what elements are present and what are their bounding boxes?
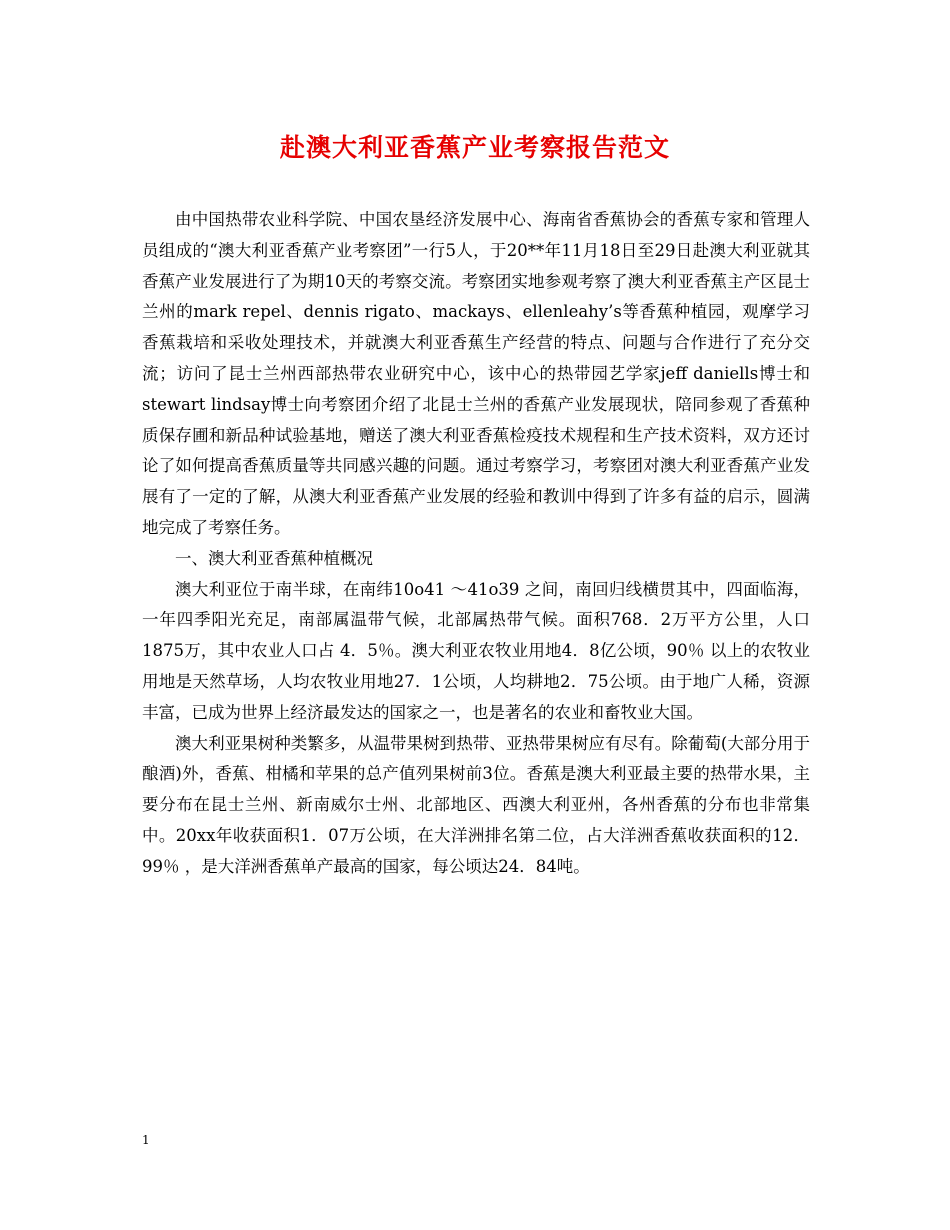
document-body — [142, 205, 810, 883]
section-heading: 一、澳大利亚香蕉种植概况 — [175, 548, 373, 568]
document-title: 赴澳大利亚香蕉产业考察报告范文 — [279, 133, 670, 162]
paragraph-geography: 澳大利亚位于南半球，在南纬10o41 ～41o39 之间，南回归线横贯其中，四面临海，一年四季阳光充足，南部属温带气候，北部属热带气候。面积768．2万平方公里，人口1875万，其中农业人口占 4．5％。澳大利亚农牧业用地4．8亿公顷，90％ 以上的农牧业用地是天然草场，人均农牧业用地27．1公顷，人均耕地2．75公顷。由于地广人稀，资源丰富，已成为世界上经济最发达的国家之一，也是著名的农业和畜牧业大国。 — [142, 579, 810, 722]
page-number: 1 — [142, 1133, 150, 1147]
paragraph-fruit-trees: 澳大利亚果树种类繁多，从温带果树到热带、亚热带果树应有尽有。除葡萄(大部分用于酿酒)外，香蕉、柑橘和苹果的总产值列果树前3位。香蕉是澳大利亚最主要的热带水果，主要分布在昆士兰州、新南威尔士州、北部地区、西澳大利亚州，各州香蕉的分布也非常集中。20xx年收获面积1．07万公顷，在大洋洲排名第二位，占大洋洲香蕉收获面积的12．99％ ，是大洋洲香蕉单产最高的国家，每公顷达24．84吨。 — [142, 733, 810, 876]
paragraph-intro: 由中国热带农业科学院、中国农垦经济发展中心、海南省香蕉协会的香蕉专家和管理人员组成的“澳大利亚香蕉产业考察团”一行5人，于20**年11月18日至29日赴澳大利亚就其香蕉产业发展进行了为期10天的考察交流。考察团实地参观考察了澳大利亚香蕉主产区昆士兰州的mark repel、dennis rigato、mackays、ellenleahy’s等香蕉种植园，观摩学习香蕉栽培和采收处理技术，并就澳大利亚香蕉生产经营的特点、问题与合作进行了充分交流；访问了昆士兰州西部热带农业研究中心，该中心的热带园艺学家jeff daniells博士和stewart lindsay博士向考察团介绍了北昆士兰州的香蕉产业发展现状，陪同参观了香蕉种质保存圃和新品种试验基地，赠送了澳大利亚香蕉检疫技术规程和生产技术资料，双方还讨论了如何提高香蕉质量等共同感兴趣的问题。通过考察学习，考察团对澳大利亚香蕉产业发展有了一定的了解，从澳大利亚香蕉产业发展的经验和教训中得到了许多有益的启示，圆满地完成了考察任务。 — [142, 210, 810, 537]
